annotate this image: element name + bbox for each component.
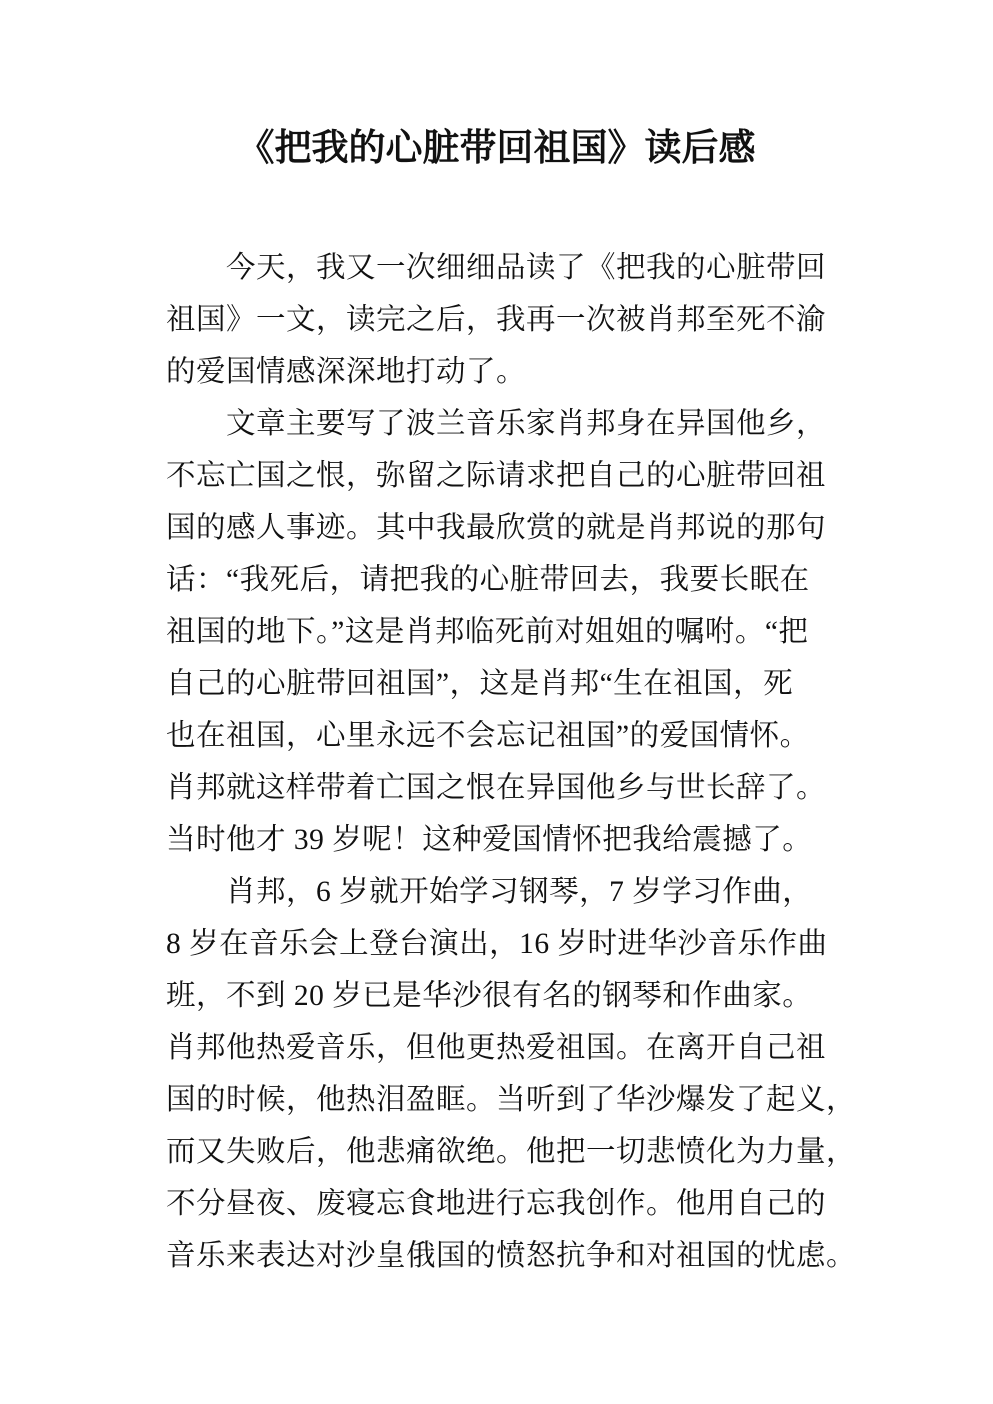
text-line: 肖邦就这样带着亡国之恨在异国他乡与世长辞了。 [166, 772, 827, 804]
text-line: 而又失败后，他悲痛欲绝。他把一切悲愤化为力量， [166, 1136, 857, 1168]
text-line: 自己的心脏带回祖国”，这是肖邦“生在祖国，死 [166, 668, 794, 700]
text-line: 音乐来表达对沙皇俄国的愤怒抗争和对祖国的忧虑。 [166, 1240, 857, 1272]
text-line: 肖邦，6 岁就开始学习钢琴，7 岁学习作曲， [226, 876, 813, 908]
text-line: 的爱国情感深深地打动了。 [166, 356, 527, 388]
text-line: 文章主要写了波兰音乐家肖邦身在异国他乡， [226, 408, 827, 440]
text-line: 话：“我死后，请把我的心脏带回去，我要长眠在 [166, 564, 810, 596]
text-line: 当时他才 39 岁呢！这种爱国情怀把我给震撼了。 [166, 824, 813, 856]
document-title: 《把我的心脏带回祖国》读后感 [237, 127, 756, 168]
text-line: 祖国的地下。”这是肖邦临死前对姐姐的嘱咐。“把 [166, 616, 809, 648]
text-line: 祖国》一文，读完之后，我再一次被肖邦至死不渝 [166, 304, 827, 336]
text-line: 8 岁在音乐会上登台演出，16 岁时进华沙音乐作曲 [166, 928, 828, 960]
document-body [166, 246, 866, 1286]
text-line: 今天，我又一次细细品读了《把我的心脏带回 [226, 252, 827, 284]
text-line: 不忘亡国之恨，弥留之际请求把自己的心脏带回祖 [166, 460, 827, 492]
text-line: 国的感人事迹。其中我最欣赏的就是肖邦说的那句 [166, 512, 827, 544]
text-line: 不分昼夜、废寝忘食地进行忘我创作。他用自己的 [166, 1188, 827, 1220]
text-line: 也在祖国，心里永远不会忘记祖国”的爱国情怀。 [166, 720, 810, 752]
text-line: 国的时候，他热泪盈眶。当听到了华沙爆发了起义， [166, 1084, 857, 1116]
text-line: 班，不到 20 岁已是华沙很有名的钢琴和作曲家。 [166, 980, 813, 1012]
text-line: 肖邦他热爱音乐，但他更热爱祖国。在离开自己祖 [166, 1032, 827, 1064]
